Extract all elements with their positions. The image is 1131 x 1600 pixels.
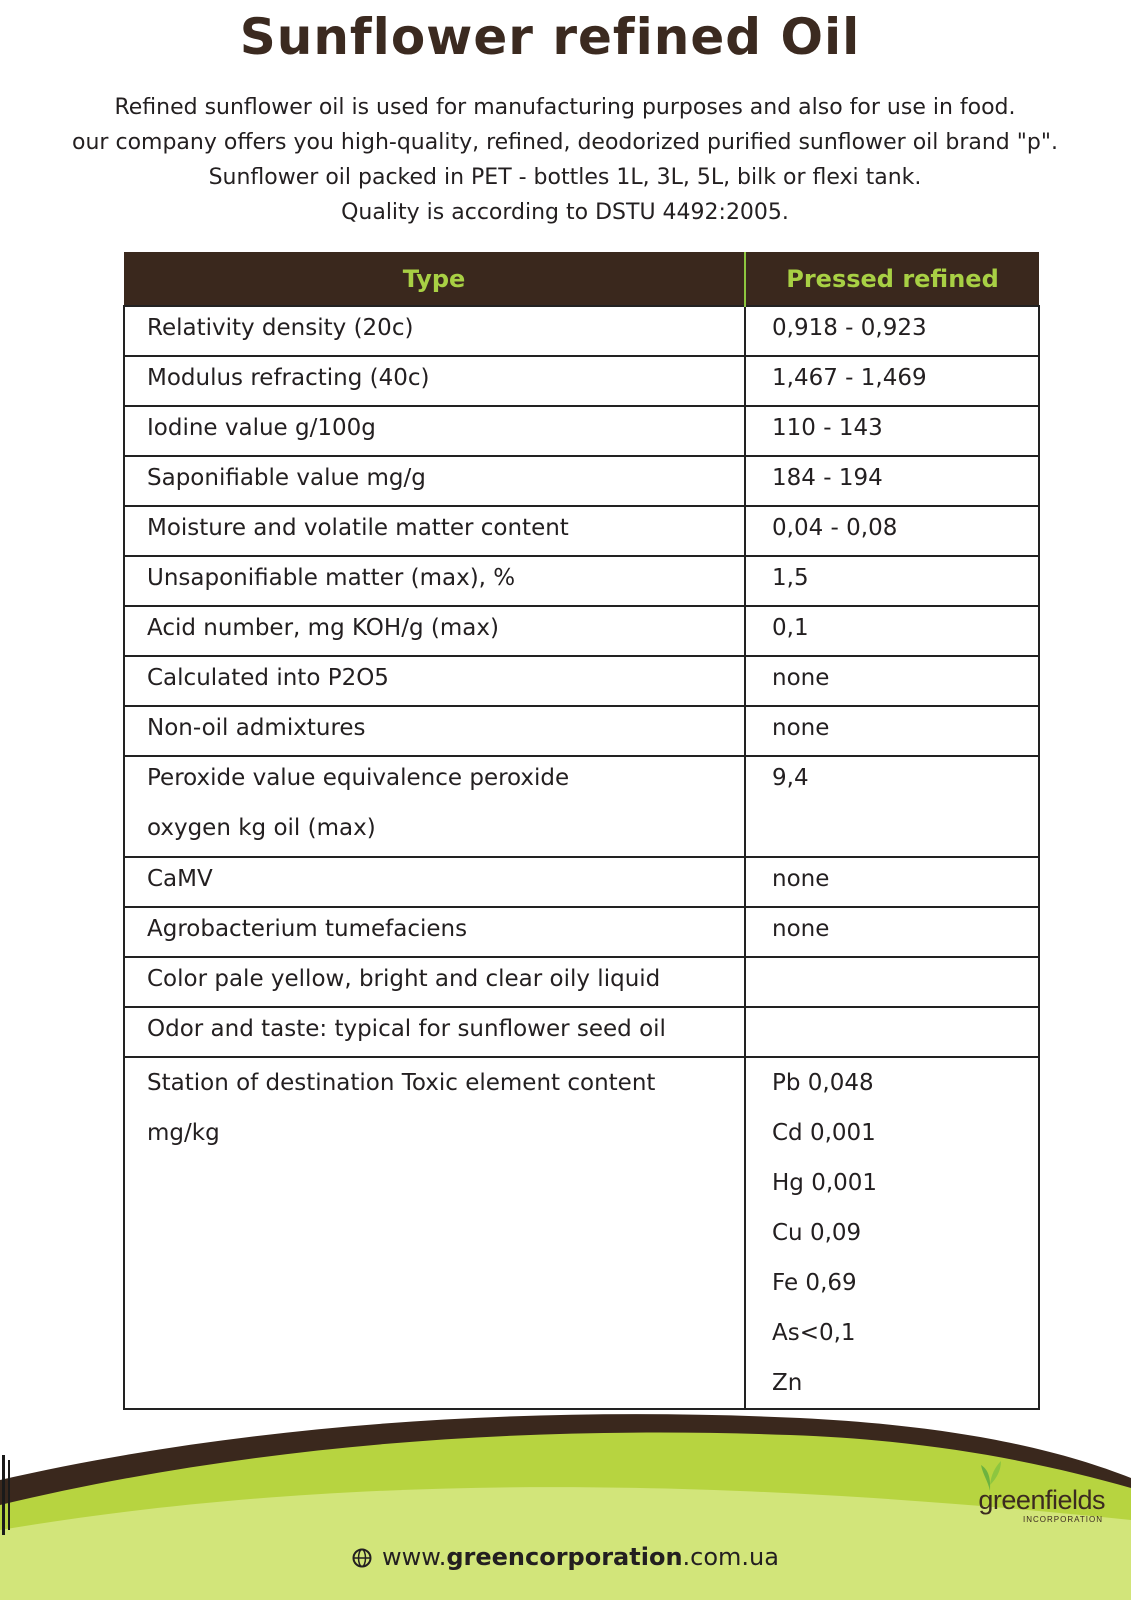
- row-type-text: Relativity density (20c): [147, 315, 414, 341]
- table-row: [124, 406, 1039, 456]
- row-type-text: Station of destination Toxic element content: [147, 1070, 656, 1096]
- row-type-text: Agrobacterium tumefaciens: [147, 916, 468, 942]
- toxic-element-value: Zn: [772, 1370, 803, 1396]
- toxic-values: [745, 1057, 1039, 1409]
- table-row: [124, 356, 1039, 406]
- row-type: [124, 656, 745, 706]
- table-row: [124, 656, 1039, 706]
- row-type: [124, 857, 745, 907]
- table-row: [124, 506, 1039, 556]
- row-type: [124, 706, 745, 756]
- row-type-text: Saponifiable value mg/g: [147, 465, 426, 491]
- row-type: [124, 306, 745, 356]
- row-type-text: Peroxide value equivalence peroxide: [147, 765, 570, 791]
- table-row: [124, 756, 1039, 857]
- header-type: Type: [124, 252, 745, 306]
- row-value: 0,918 - 0,923: [745, 306, 1039, 356]
- row-type: [124, 957, 745, 1007]
- greenfields-logo: [955, 1455, 1105, 1525]
- row-type: [124, 356, 745, 406]
- row-type-text: CaMV: [147, 866, 213, 892]
- table-row: [124, 907, 1039, 957]
- table-row: [124, 556, 1039, 606]
- row-type-text: Iodine value g/100g: [147, 415, 376, 441]
- row-value: 184 - 194: [745, 456, 1039, 506]
- toxic-element-value: Hg 0,001: [772, 1170, 878, 1196]
- website-suffix: .com.ua: [682, 1543, 779, 1571]
- row-type-text-line2: mg/kg: [147, 1120, 220, 1146]
- row-type-text: Calculated into P2O5: [147, 665, 389, 691]
- row-type-text: Acid number, mg KOH/g (max): [147, 615, 499, 641]
- header-pressed-refined: Pressed refined: [745, 252, 1039, 306]
- toxic-element-value: Cu 0,09: [772, 1220, 862, 1246]
- row-value: [745, 957, 1039, 1007]
- table-row: [124, 706, 1039, 756]
- row-value: 9,4: [745, 756, 1039, 857]
- row-value: 0,1: [745, 606, 1039, 656]
- row-type: [124, 756, 745, 857]
- row-type-text: Odor and taste: typical for sunflower seed oil: [147, 1016, 666, 1042]
- intro-text: [30, 90, 1100, 230]
- row-value: none: [745, 907, 1039, 957]
- row-type-text: Modulus refracting (40c): [147, 365, 430, 391]
- row-type-text: Color pale yellow, bright and clear oily liquid: [147, 966, 661, 992]
- table-row: [124, 306, 1039, 356]
- page-title: Sunflower refined Oil: [239, 8, 861, 66]
- row-value: 0,04 - 0,08: [745, 506, 1039, 556]
- website-domain: greencorporation: [446, 1543, 683, 1571]
- row-type: [124, 456, 745, 506]
- table-row: [124, 957, 1039, 1007]
- toxic-element-value: Cd 0,001: [772, 1120, 876, 1146]
- row-type: [124, 606, 745, 656]
- toxic-element-value: Fe 0,69: [772, 1270, 857, 1296]
- logo-subtitle: INCORPORATION: [1023, 1515, 1103, 1524]
- row-value: 1,5: [745, 556, 1039, 606]
- toxic-element-value: Pb 0,048: [772, 1070, 874, 1096]
- table-body: [124, 306, 1039, 1409]
- row-type: [124, 506, 745, 556]
- intro-line: Quality is according to DSTU 4492:2005.: [341, 200, 789, 225]
- intro-line: Sunflower oil packed in PET - bottles 1L, 3L, 5L, bilk or flexi tank.: [208, 165, 922, 190]
- row-type-text-line2: oxygen kg oil (max): [147, 815, 376, 841]
- website[interactable]: [0, 1543, 1131, 1571]
- row-type: [124, 1057, 745, 1409]
- row-type-text: Non-oil admixtures: [147, 715, 366, 741]
- table-row: [124, 606, 1039, 656]
- row-value: none: [745, 857, 1039, 907]
- intro-line: our company offers you high-quality, refined, deodorized purified sunflower oil brand "p".: [72, 130, 1058, 155]
- table-row-toxic: [124, 1057, 1039, 1409]
- row-value: 1,467 - 1,469: [745, 356, 1039, 406]
- row-type-text: Moisture and volatile matter content: [147, 515, 569, 541]
- row-value: none: [745, 656, 1039, 706]
- row-value: [745, 1007, 1039, 1057]
- row-type: [124, 1007, 745, 1057]
- row-type-text: Unsaponifiable matter (max), %: [147, 565, 516, 591]
- table-header-row: [124, 252, 1039, 306]
- table-row: [124, 456, 1039, 506]
- table-row: [124, 857, 1039, 907]
- toxic-element-value: As<0,1: [772, 1320, 856, 1346]
- row-type: [124, 406, 745, 456]
- spec-table: [123, 252, 1040, 1410]
- globe-icon: [352, 1548, 372, 1568]
- row-value: none: [745, 706, 1039, 756]
- row-value: 110 - 143: [745, 406, 1039, 456]
- row-type: [124, 907, 745, 957]
- row-type: [124, 556, 745, 606]
- table-row: [124, 1007, 1039, 1057]
- intro-line: Refined sunflower oil is used for manufacturing purposes and also for use in food.: [114, 95, 1016, 120]
- logo-word: greenfields: [978, 1485, 1105, 1515]
- website-prefix: www.: [382, 1543, 447, 1571]
